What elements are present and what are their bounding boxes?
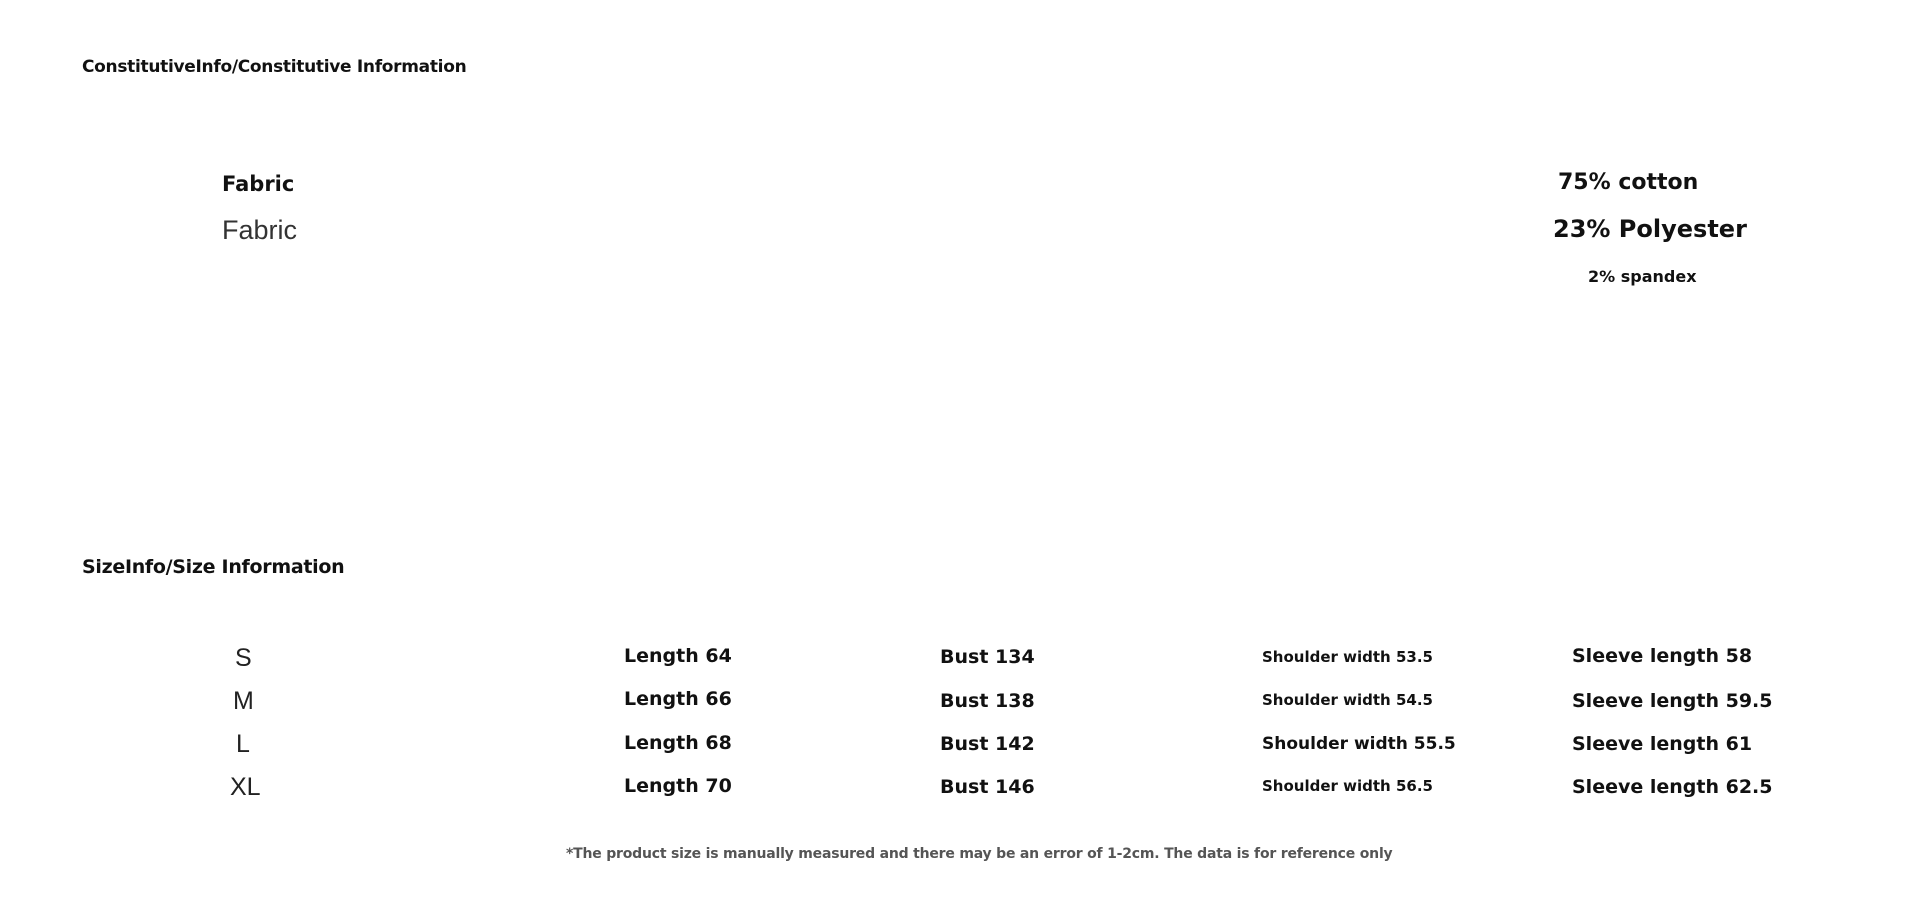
fabric-label: Fabric [222, 172, 295, 196]
sleeve-s: Sleeve length 58 [1572, 645, 1753, 667]
fabric-label-secondary: Fabric [222, 215, 298, 245]
composition-polyester: 23% Polyester [1553, 215, 1747, 243]
length-xl: Length 70 [624, 775, 732, 797]
constitutive-info-heading: ConstitutiveInfo/Constitutive Information [82, 57, 467, 77]
bust-m: Bust 138 [940, 690, 1035, 712]
length-s: Length 64 [624, 645, 732, 667]
bust-s: Bust 134 [940, 646, 1035, 668]
sleeve-m: Sleeve length 59.5 [1572, 690, 1773, 712]
measurement-disclaimer: *The product size is manually measured and there may be an error of 1-2cm. The data is for reference only [566, 846, 1393, 862]
shoulder-m: Shoulder width 54.5 [1262, 691, 1433, 709]
size-info-heading: SizeInfo/Size Information [82, 556, 345, 578]
length-l: Length 68 [624, 732, 732, 754]
shoulder-s: Shoulder width 53.5 [1262, 648, 1433, 666]
length-m: Length 66 [624, 688, 732, 710]
size-label-m: M [233, 687, 254, 715]
size-label-xl: XL [230, 773, 261, 801]
composition-spandex: 2% spandex [1588, 267, 1697, 286]
shoulder-xl: Shoulder width 56.5 [1262, 777, 1433, 795]
size-label-s: S [235, 644, 252, 672]
sleeve-xl: Sleeve length 62.5 [1572, 776, 1773, 798]
shoulder-l: Shoulder width 55.5 [1262, 734, 1456, 754]
bust-xl: Bust 146 [940, 776, 1035, 798]
sleeve-l: Sleeve length 61 [1572, 733, 1753, 755]
size-label-l: L [236, 730, 250, 758]
composition-cotton: 75% cotton [1558, 170, 1699, 195]
bust-l: Bust 142 [940, 733, 1035, 755]
